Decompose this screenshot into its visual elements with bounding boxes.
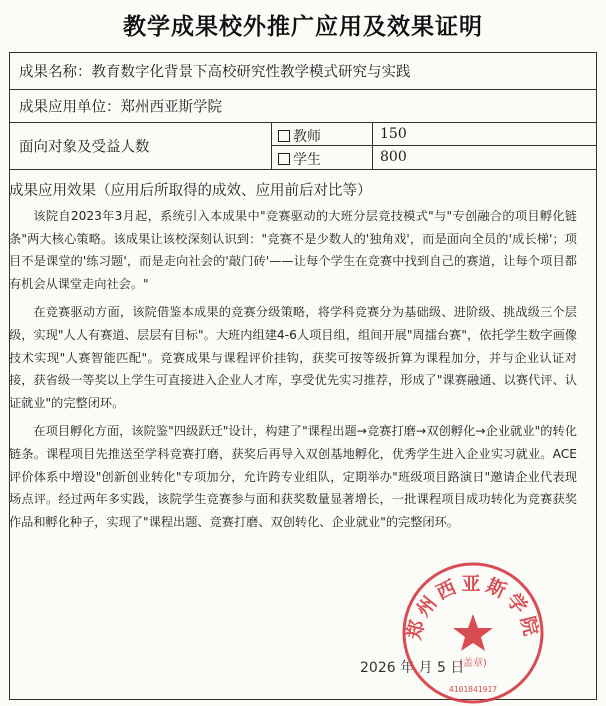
seal-number: 4101841917 bbox=[448, 685, 498, 694]
unit-row bbox=[10, 90, 596, 123]
seal-star-icon bbox=[453, 614, 493, 651]
effect-heading: 成果应用效果（应用后所取得的成效、应用前后对比等） bbox=[9, 183, 372, 199]
teacher-count: 150 bbox=[380, 126, 407, 142]
column-divider bbox=[271, 123, 272, 170]
teacher-checkbox[interactable] bbox=[278, 130, 290, 142]
column-divider bbox=[372, 123, 373, 170]
beneficiaries-row bbox=[10, 123, 596, 170]
student-option bbox=[278, 149, 321, 169]
achievement-row bbox=[10, 53, 596, 90]
official-seal bbox=[400, 560, 546, 706]
seal-name: 郑州西亚斯学院 bbox=[403, 572, 543, 642]
beneficiaries-label: 面向对象及受益人数 bbox=[19, 139, 150, 156]
effect-paragraph: 在竞赛驱动方面，该院借鉴本成果的竞赛分级策略，将学科竞赛分为基础级、进阶级、挑战级三个层级，实现"人人有赛道、层层有目标"。大班内组建4-6人项目组，组间开展"周擂台赛"，依托学生数字画像技术实现"人赛智能匹配"。竞赛成果与课程评价挂钩，获奖可按等级折算为课程加分，并与企业认证对接，获省级一等奖以上学生可直接进入企业人才库，享受优先实习推荐，形成了"课赛融通、以赛代评、认证就业"的完整闭环。 bbox=[9, 305, 577, 410]
unit-label: 成果应用单位： bbox=[19, 99, 121, 116]
student-count: 800 bbox=[380, 149, 407, 165]
effect-paragraph: 在项目孵化方面，该院鉴"四级跃迁"设计，构建了"课程出题→竞赛打磨→双创孵化→企业就业"的转化链条。课程项目先推送至学科竞赛打磨，获奖后再导入双创基地孵化，优秀学生进入企业实习就业。ACE评价体系中增设"创新创业转化"专项加分，允许跨专业组队，定期举办"班级项目路演日"邀请企业代表现场点评。经过两年多实践，该院学生竞赛参与面和获奖数量显著增长，一批课程项目成功转化为竞赛获奖作品和孵化种子，实现了"课程出题、竞赛打磨、双创转化、企业就业"的完整闭环。 bbox=[9, 424, 577, 529]
student-checkbox[interactable] bbox=[278, 153, 290, 165]
achievement-label: 成果名称： bbox=[19, 64, 92, 81]
page-title: 教学成果校外推广应用及效果证明 bbox=[123, 14, 483, 40]
unit-field bbox=[19, 96, 222, 117]
achievement-field bbox=[19, 61, 411, 82]
student-label: 学生 bbox=[293, 152, 321, 168]
achievement-name: 教育数字化背景下高校研究性教学模式研究与实践 bbox=[91, 64, 411, 81]
teacher-option bbox=[278, 126, 321, 146]
unit-name: 郑州西亚斯学院 bbox=[120, 99, 222, 116]
teacher-label: 教师 bbox=[293, 129, 321, 145]
sign-date: 2026 年 月 5 日 bbox=[360, 660, 465, 676]
effect-paragraph: 该院自2023年3月起，系统引入本成果中"竞赛驱动的大班分层竞技模式"与"专创融合的项目孵化链条"两大核心策略。该成果让该校深刻认识到："竞赛不是少数人的'独角戏'，而是面向全员的'成长梯'；项目不是课堂的'练习题'，而是走向社会的'敲门砖'——让每个学生在竞赛中找到自己的赛道，让每个项目都有机会从课堂走向社会。" bbox=[9, 209, 577, 291]
seal-sub: (盖章) bbox=[459, 658, 487, 669]
effect-body bbox=[9, 205, 577, 539]
